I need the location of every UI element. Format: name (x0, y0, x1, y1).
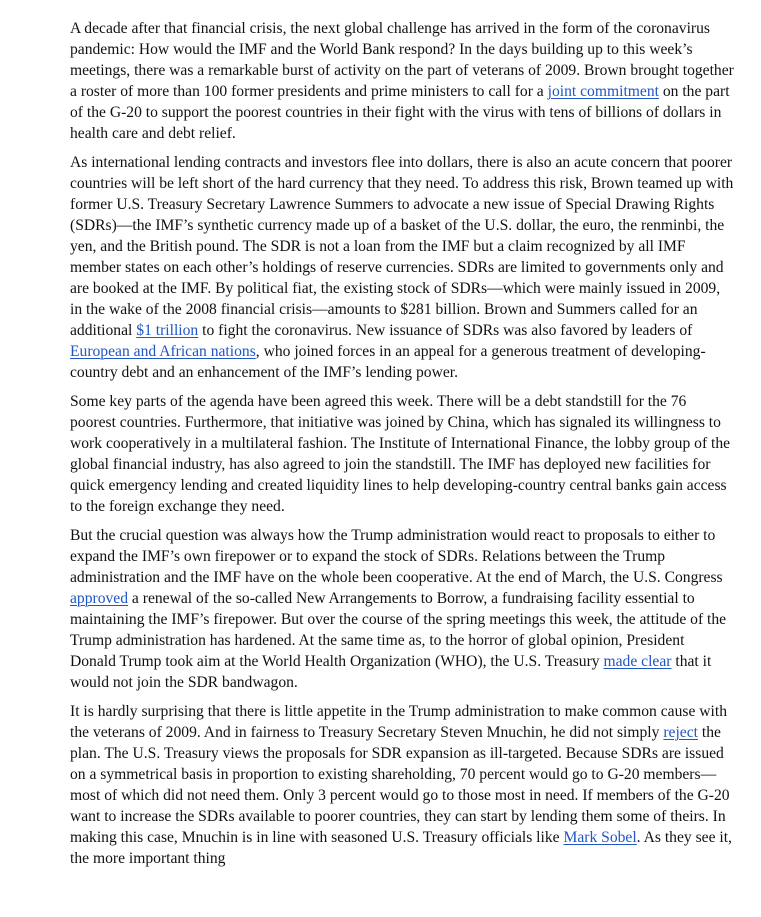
text-segment: Some key parts of the agenda have been agreed this week. There will be a debt standstill for the 76 poorest countries. Furthermore, that initiative was joined by China, which has signaled its willingness to work cooperatively in a multilateral fashion. The Institute of International Finance, the lobby group of the global financial industry, has also agreed to join the standstill. The IMF has deployed new facilities for quick emergency lending and created liquidity lines to help developing-country central banks gain access to the foreign exchange they need. (70, 393, 731, 515)
text-segment: But the crucial question was always how the Trump administration would react to proposals to either to expand the IMF’s own firepower or to expand the stock of SDRs. Relations between the Trump administration and the IMF have on the whole been cooperative. At the end of March, the U.S. Congress (70, 527, 723, 586)
text-segment: a renewal of the so-called New Arrangements to Borrow, a fundraising facility essential to maintaining the IMF’s firepower. But over the course of the spring meetings this week, the attitude of the Trump administration has hardened. At the same time as, to the horror of global opinion, President Donald Trump took aim at the World Health Organization (WHO), the U.S. Treasury (70, 590, 727, 670)
text-segment: to fight the coronavirus. New issuance of SDRs was also favored by leaders of (198, 322, 693, 339)
paragraph-covid-response (70, 18, 734, 144)
link-approved[interactable]: approved (70, 590, 129, 607)
article-body (70, 18, 734, 877)
text-segment: the plan. The U.S. Treasury views the proposals for SDR expansion as ill-targeted. Because SDRs are issued on a symmetrical basis in proportion to existing shareholding, 70 percent would go to G-20 members—most of which did not need them. Only 3 percent would go to those most in need. If members of the G-20 want to increase the SDRs available to poorer countries, they can start by lending them some of theirs. In making this case, Mnuchin is in line with seasoned U.S. Treasury officials like (70, 724, 730, 846)
paragraph-sdr-proposal (70, 152, 734, 383)
text-segment: on the part of the G-20 to support the poorest countries in their fight with the virus with tens of billions of dollars in health care and debt relief. (70, 83, 730, 142)
text-segment: It is hardly surprising that there is little appetite in the Trump administration to make common cause with the veterans of 2009. And in fairness to Treasury Secretary Steven Mnuchin, he did not simply (70, 703, 727, 741)
link-joint-commitment[interactable]: joint commitment (547, 83, 659, 100)
paragraph-trump-administration (70, 525, 734, 693)
link-made-clear[interactable]: made clear (603, 653, 672, 670)
link-reject[interactable]: reject (663, 724, 698, 741)
text-segment: As international lending contracts and investors flee into dollars, there is also an acute concern that poorer countries will be left short of the hard currency that they need. To address this risk, Brown teamed up with former U.S. Treasury Secretary Lawrence Summers to advocate a new issue of Special Drawing Rights (SDRs)—the IMF’s synthetic currency made up of a basket of the U.S. dollar, the euro, the renminbi, the yen, and the British pound. The SDR is not a loan from the IMF but a claim recognized by all IMF member states on each other’s holdings of reserve currencies. SDRs are limited to governments only and are booked at the IMF. By political fiat, the existing stock of SDRs—which were mainly issued in 2009, in the wake of the 2008 financial crisis—amounts to $281 billion. Brown and Summers called for an additional (70, 154, 734, 339)
text-segment: . As they see it, the more important thing (70, 829, 732, 867)
text-segment: that it would not join the SDR bandwagon. (70, 653, 712, 691)
link-1-trillion[interactable]: $1 trillion (136, 322, 199, 339)
link-european-african-nations[interactable]: European and African nations (70, 343, 256, 360)
text-segment: , who joined forces in an appeal for a generous treatment of developing-country debt and an enhancement of the IMF’s lending power. (70, 343, 706, 381)
link-mark-sobel[interactable]: Mark Sobel (563, 829, 637, 846)
paragraph-mnuchin (70, 701, 734, 869)
text-segment: A decade after that financial crisis, the next global challenge has arrived in the form of the coronavirus pandemic: How would the IMF and the World Bank respond? In the days building up to this week’s meetings, there was a remarkable burst of activity on the part of veterans of 2009. Brown brought together a roster of more than 100 former presidents and prime ministers to call for a (70, 20, 734, 100)
paragraph-debt-standstill (70, 391, 734, 517)
